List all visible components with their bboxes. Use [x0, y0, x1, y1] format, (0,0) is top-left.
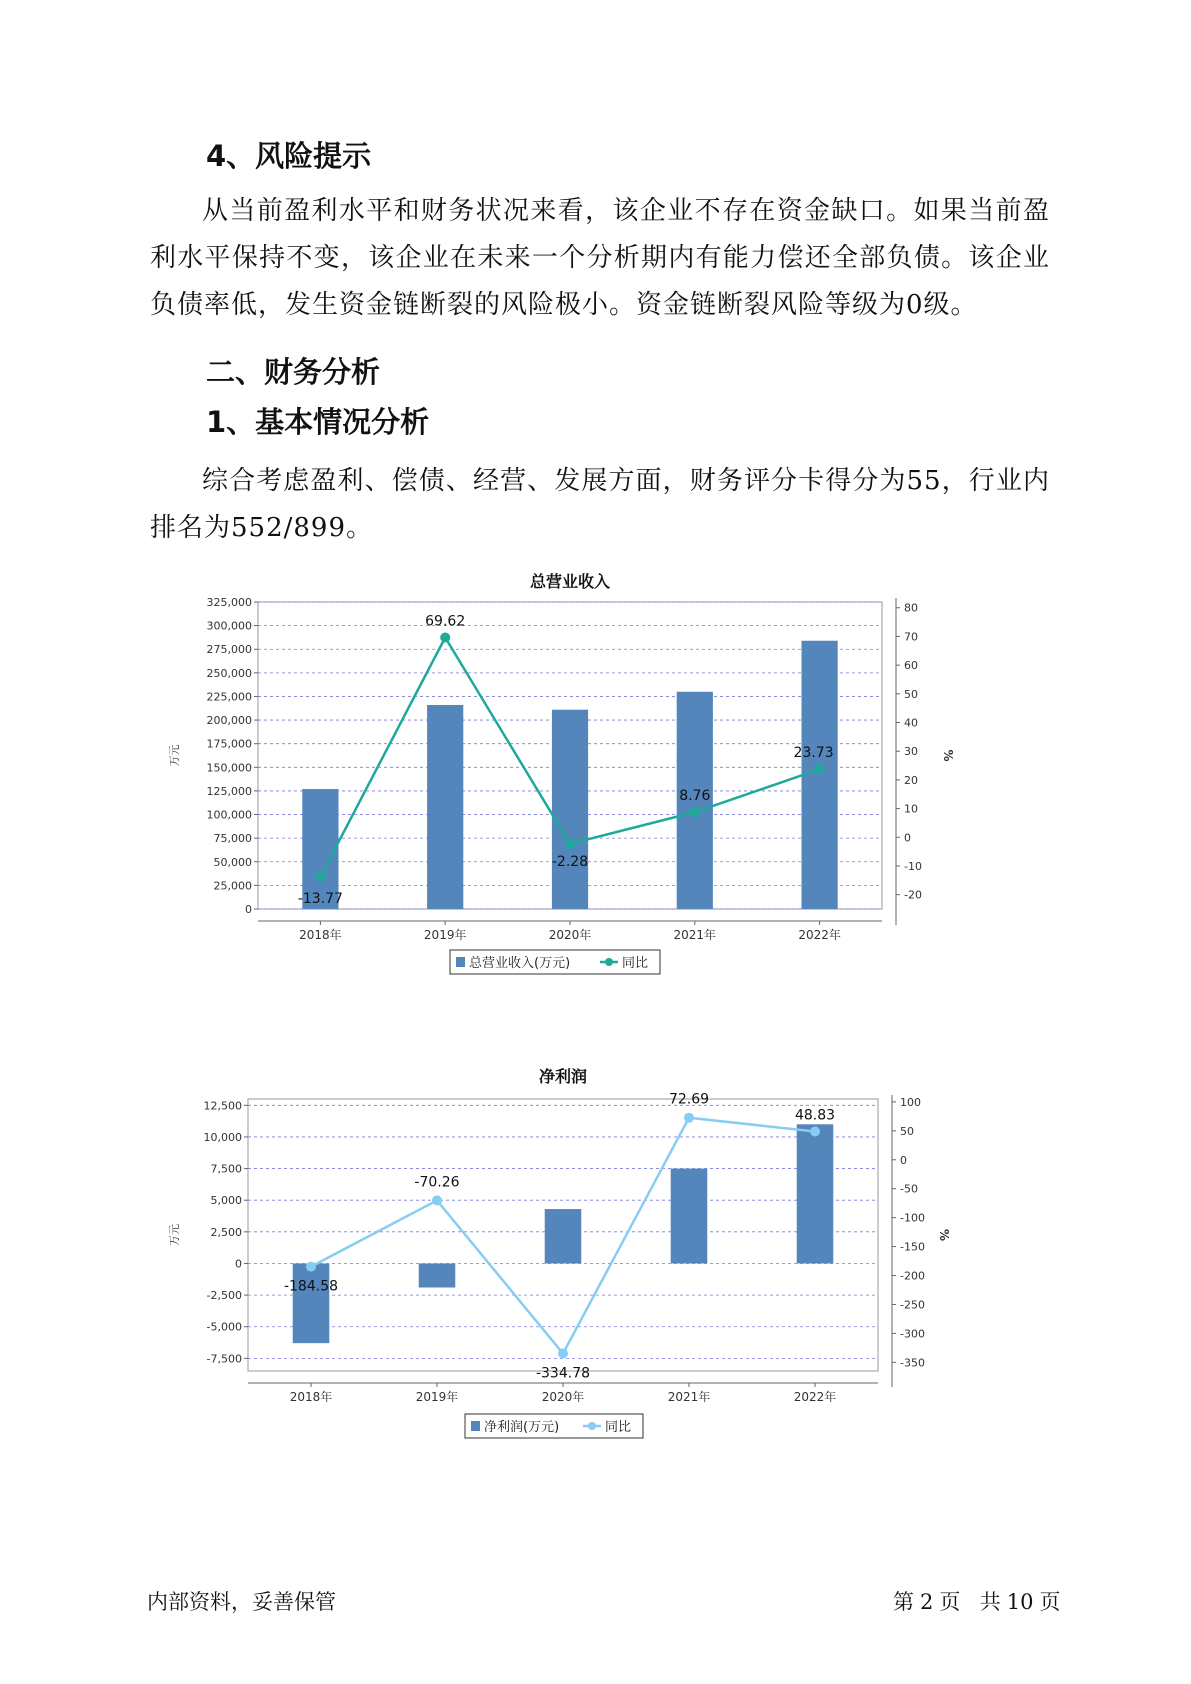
chart-legend [450, 950, 660, 974]
y2-tick-label: 70 [904, 630, 918, 644]
page-number: 第 2 页 共 10 页 [893, 1590, 1061, 1614]
y-tick-label: 175,000 [206, 737, 252, 751]
bar [545, 1209, 582, 1263]
y-tick-label: 10,000 [203, 1130, 242, 1144]
y2-tick-label: -50 [900, 1182, 918, 1196]
x-tick-label: 2018年 [299, 928, 342, 942]
yoy-data-label: -13.77 [297, 890, 343, 907]
y2-tick-label: -100 [900, 1211, 925, 1225]
y-tick-label: 125,000 [206, 784, 252, 798]
x-tick-label: 2022年 [798, 928, 841, 942]
y2-tick-label: 10 [904, 802, 918, 816]
bar [427, 705, 463, 909]
yoy-data-label: 8.76 [679, 788, 711, 805]
yoy-data-label: -70.26 [414, 1174, 460, 1191]
y-tick-label: 200,000 [206, 714, 252, 728]
yoy-point [565, 839, 575, 849]
chart-title: 总营业收入 [529, 572, 611, 591]
y-tick-label: -2,500 [206, 1289, 242, 1303]
y2-tick-label: 80 [904, 601, 918, 615]
bar [552, 710, 588, 909]
y-tick-label: 12,500 [203, 1099, 242, 1113]
yoy-data-label: 23.73 [793, 745, 834, 762]
bar [671, 1169, 708, 1264]
y-tick-label: 150,000 [206, 761, 252, 775]
risk-heading: 4、风险提示 [206, 139, 372, 173]
y-tick-label: 50,000 [213, 855, 252, 869]
legend-line-marker [605, 958, 613, 966]
legend-bar-label: 净利润(万元) [484, 1420, 560, 1435]
y2-tick-label: 100 [900, 1095, 921, 1109]
y2-axis-label: % [941, 749, 955, 762]
x-tick-label: 2021年 [673, 928, 717, 942]
footer-note: 内部资料，妥善保管 [147, 1590, 336, 1614]
yoy-data-label: 72.69 [668, 1091, 710, 1108]
y2-tick-label: -300 [900, 1327, 925, 1341]
x-tick-label: 2020年 [541, 1390, 585, 1404]
legend-bar-swatch [471, 1421, 480, 1431]
y-tick-label: 300,000 [206, 619, 252, 633]
y-tick-label: 250,000 [206, 666, 252, 680]
y2-tick-label: 50 [904, 687, 918, 701]
x-tick-label: 2022年 [793, 1390, 837, 1404]
yoy-point [810, 1127, 820, 1137]
y2-tick-label: -200 [900, 1269, 925, 1283]
y2-tick-label: 0 [904, 831, 911, 845]
net-profit-chart [150, 1065, 1030, 1545]
y2-tick-label: 50 [900, 1124, 914, 1138]
x-tick-label: 2021年 [667, 1390, 711, 1404]
yoy-data-label: 69.62 [425, 613, 466, 630]
y2-axis-label: % [937, 1228, 951, 1242]
y-tick-label: -5,000 [206, 1320, 242, 1334]
y-tick-label: 25,000 [213, 879, 252, 893]
bar [797, 1124, 834, 1263]
y2-tick-label: 40 [904, 716, 918, 730]
bar [419, 1263, 456, 1287]
y2-tick-label: -20 [904, 888, 922, 902]
y2-tick-label: -350 [900, 1356, 925, 1370]
financial-analysis-heading: 二、财务分析 [206, 355, 381, 389]
y-tick-label: 275,000 [206, 643, 252, 657]
y-axis-label: 万元 [168, 1224, 181, 1246]
risk-paragraph: 从当前盈利水平和财务状况来看，该企业不存在资金缺口。如果当前盈利水平保持不变，该企业在未来一个分析期内有能力偿还全部负债。该企业负债率低，发生资金链断裂的风险极小。资金链断裂风险等级为0级。 [150, 196, 1050, 320]
y-tick-label: 0 [245, 903, 252, 916]
y2-tick-label: 0 [900, 1153, 907, 1167]
x-tick-label: 2018年 [289, 1390, 333, 1404]
yoy-data-label: -2.28 [551, 853, 589, 870]
x-tick-label: 2019年 [415, 1390, 459, 1404]
y-tick-label: 2,500 [210, 1225, 242, 1239]
legend-line-marker [588, 1422, 596, 1430]
y-tick-label: -7,500 [206, 1352, 242, 1366]
y-axis-label: 万元 [168, 744, 181, 767]
chart-legend [465, 1414, 643, 1438]
yoy-data-label: 48.83 [794, 1107, 836, 1124]
y2-tick-label: 20 [904, 773, 918, 787]
y2-tick-label: 30 [904, 745, 918, 759]
y-tick-label: 5,000 [210, 1194, 242, 1208]
y2-tick-label: -150 [900, 1240, 925, 1254]
yoy-point [558, 1349, 568, 1359]
basic-analysis-heading: 1、基本情况分析 [206, 405, 430, 439]
y-tick-label: 75,000 [213, 832, 252, 846]
legend-bar-label: 总营业收入(万元) [469, 956, 571, 971]
y2-tick-label: 60 [904, 659, 918, 673]
bar [293, 1263, 330, 1343]
chart-body [168, 1092, 951, 1438]
yoy-point [315, 872, 325, 882]
y-tick-label: 100,000 [206, 808, 252, 822]
yoy-point [690, 807, 700, 817]
yoy-data-label: -334.78 [535, 1365, 591, 1382]
yoy-point [440, 633, 450, 643]
chart-body [168, 596, 955, 974]
basic-analysis-paragraph: 综合考虑盈利、偿债、经营、发展方面，财务评分卡得分为55，行业内排名为552/899。 [150, 466, 1050, 543]
y-tick-label: 7,500 [210, 1162, 242, 1176]
y-tick-label: 0 [235, 1257, 242, 1271]
legend-line-label: 同比 [622, 956, 649, 971]
yoy-point [432, 1195, 442, 1205]
chart-title: 净利润 [538, 1067, 588, 1086]
yoy-point [306, 1262, 316, 1272]
y2-tick-label: -10 [904, 859, 922, 873]
yoy-point [815, 764, 825, 774]
y2-tick-label: -250 [900, 1298, 925, 1312]
legend-bar-swatch [456, 957, 465, 967]
yoy-data-label: -184.58 [283, 1278, 339, 1295]
revenue-chart [150, 570, 1030, 1030]
y-tick-label: 325,000 [206, 596, 252, 609]
x-tick-label: 2020年 [548, 928, 592, 942]
yoy-point [684, 1113, 694, 1123]
x-tick-label: 2019年 [423, 928, 467, 942]
legend-line-label: 同比 [605, 1420, 632, 1435]
y-tick-label: 225,000 [206, 690, 252, 704]
